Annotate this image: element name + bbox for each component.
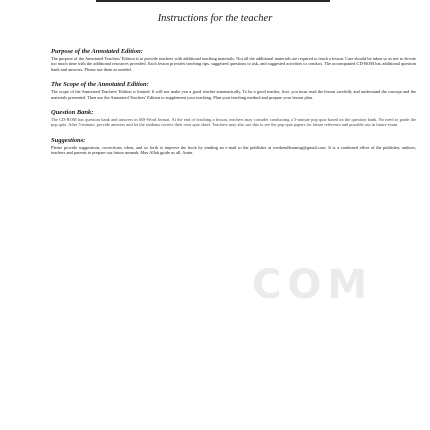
section-title: The Scope of the Annotated Edition: <box>51 81 149 89</box>
section-scope <box>51 81 416 100</box>
section-paragraph: Please provide suggestions, corrections, ideas, and so forth to improve the book by sending an e-mail to the publisher at weekendlearning@gmail.com. It is a combined effort of the publisher, authors, teachers and parents to prepare our future ummah. May Allah guide us all. Amin. <box>51 144 416 156</box>
section-title: Question Bank: <box>51 109 94 117</box>
section-paragraph: The purpose of the Annotated Teachers' Edition is to provide teachers with additional teaching materials. Not all the additional materials are required to teach a lesson. Care should be taken so as not to devote too much time with the additional resources provided. Each lesson provides teaching tips, suggested questions to ask, and suggested activities to conduct. The accompanied CD-ROM has additional question bank and answers. Please use them as needed. <box>51 56 416 72</box>
watermark: COM <box>252 262 374 308</box>
section-paragraph: The CD-ROM has question bank and answers in MS-Word format. At the end of teaching a lesson, teachers may consider conducting a 5-minute pop quiz based on the question bank. No need to grade the pop quiz. After 5-minute, provide answers and let the students correct their own quiz sheet. Teachers may also use this to see the pop quiz papers for future reference and possible use in future exam. <box>51 117 416 128</box>
section-title: Suggestions: <box>51 136 86 144</box>
page-title: Instructions for the teacher <box>157 13 273 24</box>
section-purpose <box>51 48 416 72</box>
section-question-bank <box>51 109 416 128</box>
section-suggestions <box>51 137 416 156</box>
section-paragraph: The scope of the Annotated Teachers' Edition is limited. It will not make you a good teacher automatically. To be a good teacher, first, you must read the lesson carefully and understand the concept and the materials presented. Then use the Annotated Teachers' Edition to supplement your teaching. Plan your teaching method and prepare your lesson plan. <box>51 89 416 100</box>
top-rule <box>96 0 330 2</box>
document-body <box>51 48 416 165</box>
section-title: Purpose of the Annotated Edition: <box>51 48 143 55</box>
